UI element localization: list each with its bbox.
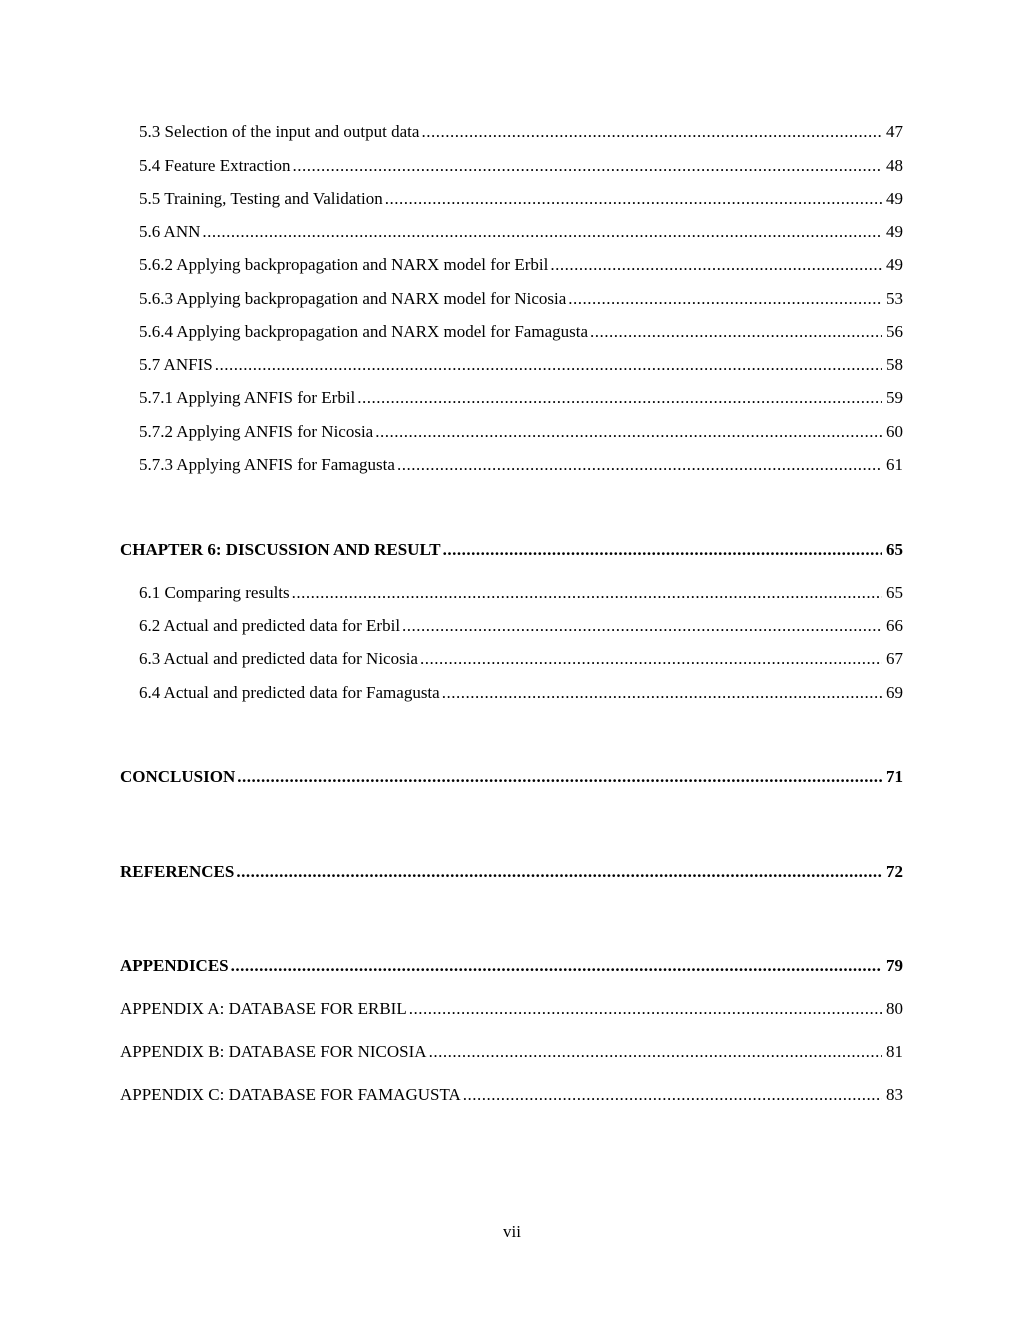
toc-entry-6-3[interactable] (139, 648, 903, 670)
toc-page-number: 61 (886, 455, 903, 474)
toc-entry-title: 6.4 Actual and predicted data for Famagusta (139, 683, 440, 702)
toc-page-number: 65 (886, 540, 903, 559)
toc-dot-leader (442, 682, 882, 704)
toc-entry-appendix-a[interactable] (120, 998, 903, 1020)
toc-page-number: 56 (886, 322, 903, 341)
toc-page-number: 49 (886, 189, 903, 208)
toc-page-number: 67 (886, 649, 903, 668)
toc-dot-leader (568, 288, 882, 310)
toc-entry-title: APPENDIX A: DATABASE FOR ERBIL (120, 999, 407, 1018)
toc-dot-leader (215, 354, 882, 376)
toc-entry-title: APPENDICES (120, 956, 229, 975)
toc-entry-5-7-3[interactable] (139, 454, 903, 476)
toc-entry-title: 5.6.3 Applying backpropagation and NARX model for Nicosia (139, 289, 567, 308)
toc-page-number: 80 (886, 999, 903, 1018)
toc-dot-leader (202, 221, 882, 243)
toc-page-number: 66 (886, 616, 903, 635)
toc-entry-appendix-c[interactable] (120, 1084, 903, 1106)
toc-entry-5-6-3[interactable] (139, 288, 903, 310)
toc-entry-title: 5.6 ANN (139, 222, 201, 241)
toc-dot-leader (237, 766, 882, 788)
page-footer-number: vii (503, 1222, 521, 1241)
toc-entry-title: 5.4 Feature Extraction (139, 156, 291, 175)
toc-page-number: 47 (886, 122, 903, 141)
toc-dot-leader (385, 188, 882, 210)
toc-entry-title: 5.6.2 Applying backpropagation and NARX model for Erbil (139, 255, 549, 274)
toc-entry-appendix-b[interactable] (120, 1041, 903, 1063)
toc-entry-5-7-2[interactable] (139, 421, 903, 443)
toc-page-number: 60 (886, 422, 903, 441)
toc-dot-leader (443, 539, 882, 561)
toc-entry-title: APPENDIX C: DATABASE FOR FAMAGUSTA (120, 1085, 461, 1104)
toc-entry-title: 5.7.3 Applying ANFIS for Famagusta (139, 455, 395, 474)
toc-page-number: 69 (886, 683, 903, 702)
toc-entry-title: 5.3 Selection of the input and output data (139, 122, 420, 141)
toc-entry-title: 5.5 Training, Testing and Validation (139, 189, 383, 208)
toc-entry-conclusion[interactable] (120, 766, 903, 788)
toc-entry-title: 6.2 Actual and predicted data for Erbil (139, 616, 401, 635)
toc-entry-6-4[interactable] (139, 682, 903, 704)
toc-dot-leader (421, 121, 882, 143)
toc-entry-title: 5.7 ANFIS (139, 355, 213, 374)
toc-entry-5-7[interactable] (139, 354, 903, 376)
toc-entry-5-6[interactable] (139, 221, 903, 243)
toc-page-number: 81 (886, 1042, 903, 1061)
toc-entry-title: 5.6.4 Applying backpropagation and NARX model for Famagusta (139, 322, 589, 341)
toc-dot-leader (231, 955, 882, 977)
toc-dot-leader (375, 421, 882, 443)
toc-dot-leader (550, 254, 882, 276)
toc-entry-5-3[interactable] (139, 121, 903, 143)
toc-entry-references[interactable] (120, 861, 903, 883)
toc-entry-title: 6.1 Comparing results (139, 583, 290, 602)
toc-dot-leader (463, 1084, 882, 1106)
toc-dot-leader (292, 582, 882, 604)
toc-page-number: 48 (886, 156, 903, 175)
toc-entry-5-6-2[interactable] (139, 254, 903, 276)
toc-entry-chapter-6[interactable] (120, 539, 903, 561)
toc-page-number: 49 (886, 222, 903, 241)
toc-dot-leader (236, 861, 882, 883)
toc-entry-title: APPENDIX B: DATABASE FOR NICOSIA (120, 1042, 427, 1061)
toc-entry-5-4[interactable] (139, 155, 903, 177)
toc-page-number: 79 (886, 956, 903, 975)
toc-entry-title: REFERENCES (120, 862, 235, 881)
toc-page-number: 49 (886, 255, 903, 274)
toc-entry-title: CONCLUSION (120, 767, 236, 786)
toc-page-number: 83 (886, 1085, 903, 1104)
toc-page-number: 71 (886, 767, 903, 786)
toc-entry-6-1[interactable] (139, 582, 903, 604)
toc-entry-5-5[interactable] (139, 188, 903, 210)
toc-page-number: 72 (886, 862, 903, 881)
toc-dot-leader (420, 648, 882, 670)
toc-entry-5-7-1[interactable] (139, 387, 903, 409)
toc-page-number: 65 (886, 583, 903, 602)
toc-page-number: 58 (886, 355, 903, 374)
toc-entry-6-2[interactable] (139, 615, 903, 637)
toc-entry-title: 5.7.2 Applying ANFIS for Nicosia (139, 422, 374, 441)
toc-dot-leader (429, 1041, 882, 1063)
toc-dot-leader (293, 155, 882, 177)
toc-dot-leader (357, 387, 882, 409)
toc-dot-leader (402, 615, 882, 637)
toc-entry-appendices[interactable] (120, 955, 903, 977)
toc-entry-title: 6.3 Actual and predicted data for Nicosia (139, 649, 418, 668)
toc-entry-5-6-4[interactable] (139, 321, 903, 343)
toc-dot-leader (397, 454, 882, 476)
toc-entry-title: 5.7.1 Applying ANFIS for Erbil (139, 388, 356, 407)
toc-dot-leader (409, 998, 882, 1020)
toc-dot-leader (590, 321, 882, 343)
toc-page-number: 53 (886, 289, 903, 308)
toc-page-number: 59 (886, 388, 903, 407)
toc-entry-title: CHAPTER 6: DISCUSSION AND RESULT (120, 540, 441, 559)
